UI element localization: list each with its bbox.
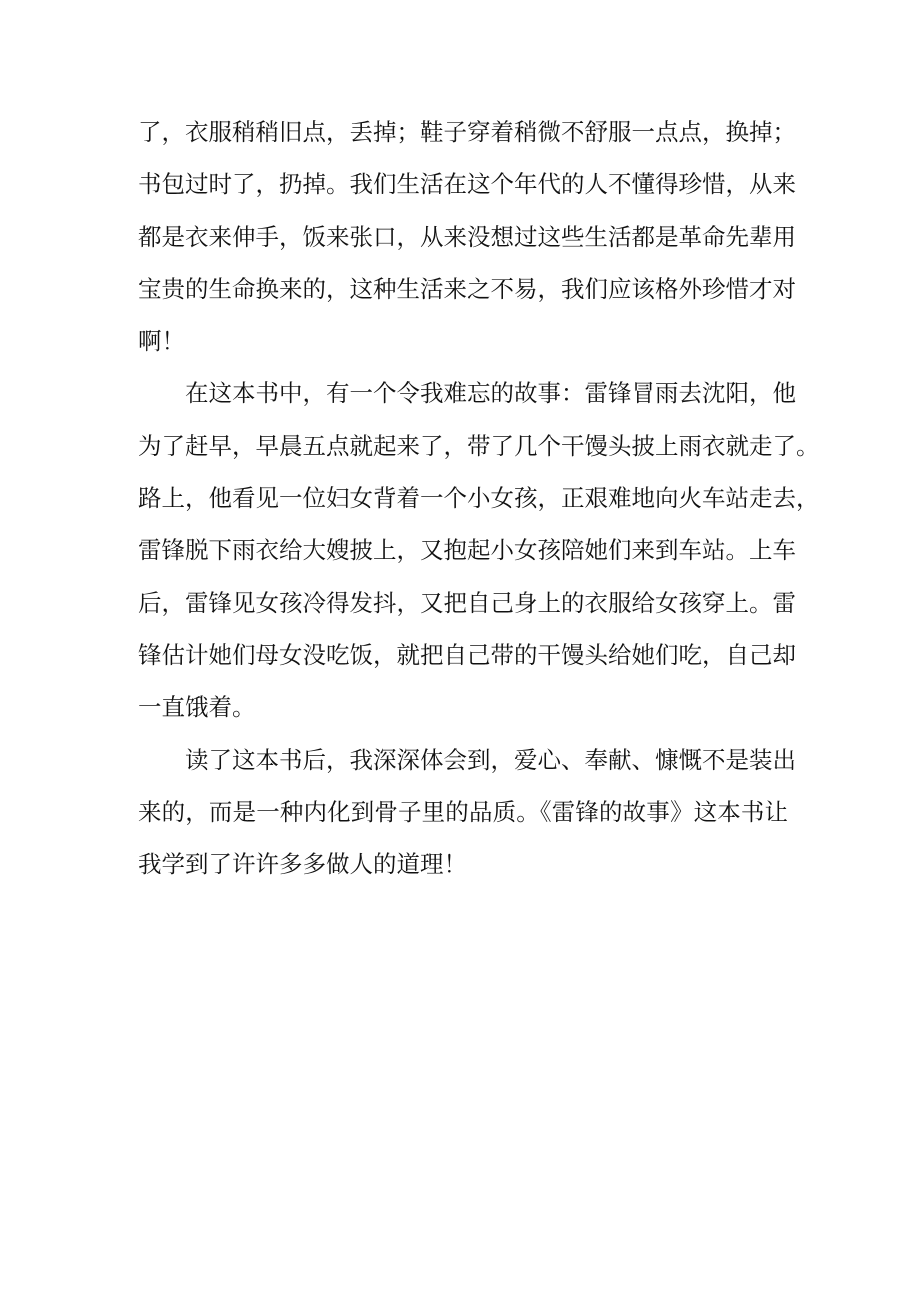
paragraph-line: 后，雷锋见女孩冷得发抖，又把自己身上的衣服给女孩穿上。雷 (138, 588, 796, 617)
paragraph-3 (138, 734, 796, 891)
paragraph-line: 宝贵的生命换来的，这种生活来之不易，我们应该格外珍惜才对 (138, 274, 796, 303)
paragraph-2 (138, 367, 820, 733)
paragraph-line: 在这本书中，有一个令我难忘的故事：雷锋冒雨去沈阳，他 (185, 379, 796, 408)
paragraph-1 (138, 106, 796, 367)
paragraph-line: 路上，他看见一位妇女背着一个小女孩，正艰难地向火车站走去， (138, 484, 820, 513)
paragraph-line: 为了赶早，早晨五点就起来了，带了几个干馒头披上雨衣就走了。 (138, 431, 820, 460)
paragraph-line: 我学到了许许多多做人的道理！ (138, 850, 467, 879)
paragraph-line: 了，衣服稍稍旧点，丢掉；鞋子穿着稍微不舒服一点点，换掉； (138, 118, 796, 146)
document-body (138, 106, 820, 890)
paragraph-line: 锋估计她们母女没吃饭，就把自己带的干馒头给她们吃，自己却 (138, 640, 796, 669)
paragraph-line: 一直饿着。 (138, 693, 256, 722)
paragraph-line: 书包过时了，扔掉。我们生活在这个年代的人不懂得珍惜，从来 (138, 170, 796, 199)
paragraph-line: 都是衣来伸手，饭来张口，从来没想过这些生活都是革命先辈用 (138, 222, 796, 251)
paragraph-line: 啊！ (138, 327, 185, 356)
paragraph-line: 来的，而是一种内化到骨子里的品质。《雷锋的故事》这本书让 (138, 797, 788, 826)
paragraph-line: 读了这本书后，我深深体会到，爱心、奉献、慷慨不是装出 (185, 745, 796, 774)
paragraph-line: 雷锋脱下雨衣给大嫂披上，又抱起小女孩陪她们来到车站。上车 (138, 536, 796, 565)
